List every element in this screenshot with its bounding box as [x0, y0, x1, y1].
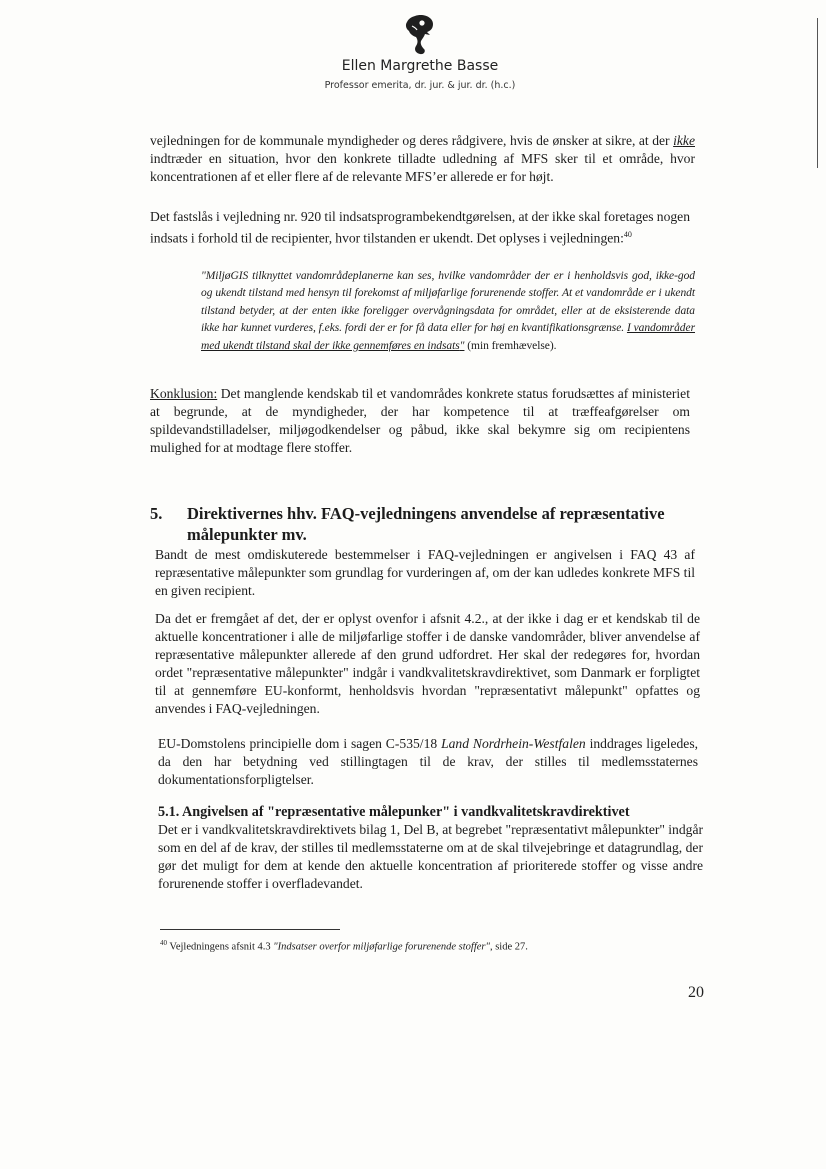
author-title: Professor emerita, dr. jur. & jur. dr. (h.c.) — [324, 80, 516, 91]
footnote-emphasis: "Indsatser overfor miljøfarlige forurenende stoffer" — [273, 941, 490, 953]
paragraph-conclusion — [150, 385, 690, 457]
author-name: Ellen Margrethe Basse — [341, 58, 499, 74]
paragraph-6-text: EU-Domstolens principielle dom i sagen C-535/18 — [158, 736, 442, 751]
conclusion-label: Konklusion: — [150, 386, 218, 401]
paragraph-1-tail: indtræder en situation, hvor den konkrete tilladte udledning af MFS sker til et område, hvor koncentrationen af et eller flere af de relevante MFS’er allerede er for højt. — [150, 151, 695, 184]
page-number: 20 — [688, 984, 704, 1001]
footnote-reference: 40 — [623, 230, 632, 239]
paragraph-6-case-name: Land Nordrhein-Westfalen — [441, 736, 586, 751]
paragraph-2-text: Det fastslås i vejledning nr. 920 til indsatsprogrambekendtgørelsen, at der ikke skal foretages nogen indsats i forhold til de recipienter, hvor tilstanden er ukendt. Det oplyses i vejledningen: — [150, 209, 690, 246]
paragraph-7: Det er i vandkvalitetskravdirektivets bilag 1, Del B, at begrebet "repræsentativt målepunkter" indgår som en del af de krav, der stilles til medlemsstaterne om at de skal tilvejebringe et datagrundlag, der gør det muligt for dem at kende den aktuelle koncentration af prioriterede stoffer og visse andre forurenende stoffer i overfladevandet. — [158, 822, 703, 891]
footnote-divider — [160, 929, 340, 930]
scan-edge-line — [817, 18, 818, 168]
section-title-line-1: Direktivernes hhv. FAQ-vejledningens anvendelse af repræsentative — [187, 504, 665, 523]
quote-underlined-text: I vandområder med ukendt tilstand skal der ikke gennemføres en indsats — [201, 322, 695, 352]
seahorse-logo-icon — [403, 14, 437, 56]
paragraph-4: Bandt de mest omdiskuterede bestemmelser i FAQ-vejledningen er angivelsen i FAQ 43 af repræsentative målepunkter som grundlag for vurderingen af, om der kan udledes konkrete MFS til en given recipient. — [155, 547, 695, 598]
paragraph-6 — [158, 735, 698, 789]
paragraph-2 — [150, 208, 690, 248]
paragraph-6-tail: inddrages ligeledes, da den har betydning ved stillingtagen til de krav, der stilles til medlemsstaternes dokumentationsforpligtelser. — [158, 736, 699, 787]
paragraph-1-emphasis: ikke — [673, 133, 695, 148]
paragraph-1-text: vejledningen for de kommunale myndigheder og deres rådgivere, hvis de ønsker at sikre, at der — [150, 133, 674, 148]
quote-note: (min fremhævelse). — [464, 339, 557, 352]
section-title-line-2: målepunkter mv. — [187, 525, 307, 544]
section-heading — [150, 503, 710, 545]
footnote-text: Vejledningens afsnit 4.3 — [167, 941, 274, 953]
section-number: 5. — [150, 504, 163, 523]
subsection-heading: 5.1. Angivelsen af "repræsentative målepunker" i vandkvalitetskravdirektivet — [158, 804, 630, 820]
paragraph-1 — [150, 132, 695, 186]
quote-text: "MiljøGIS tilknyttet vandområdeplanerne kan ses, hvilke vandområder der er i henholdsvis god, ikke-god og ukendt tilstand med hensyn til forekomst af miljøfarlige forurenende stoffer. At et vandområde er i ukendt tilstand betyder, at der enten ikke foreligger overvågningsdata for området, eller at de eksisterende data ikke har kunnet vurderes, f.eks. fordi der er for få data eller for høj en kvantifikationsgrænse. — [201, 270, 695, 335]
quote-close-mark: " — [459, 339, 465, 352]
footnote-number: 40 — [160, 939, 167, 947]
conclusion-text: Det manglende kendskab til et vandområdes konkrete status forudsættes af ministeriet at begrunde, at de myndigheder, der har kompetence til at træffeafgørelser om spildevandstilladelser, miljøgodkendelser og påbud, ikke skal bekymre sig om recipientens mulighed for at modtage flere stoffer. — [150, 386, 690, 455]
block-quote — [201, 268, 695, 355]
paragraph-5: Da det er fremgået af det, der er oplyst ovenfor i afsnit 4.2., at der ikke i dag er et kendskab til de aktuelle koncentrationer i alle de miljøfarlige stoffer i de danske vandområder, bliver anvendelse af repræsentative målepunkter allerede af den grund udfordret. Her skal der redegøres for, hvordan ordet "repræsentative målepunkter" indgår i vandkvalitetskravdirektivet, som Danmark er forpligtet til at gennemføre EU-konformt, henholdsvis hvordan "repræsentativt målepunkt" opfattes og anvendes i FAQ-vejledningen. — [155, 611, 700, 716]
footnote-tail: , side 27. — [489, 941, 528, 953]
footnote — [160, 936, 720, 955]
